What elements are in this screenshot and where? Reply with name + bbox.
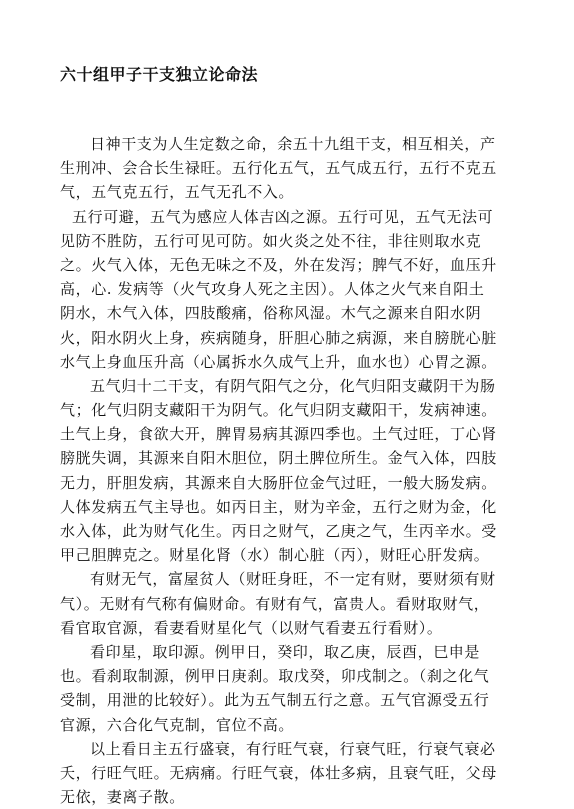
text-line: 看印星，取印源。例甲日，癸印，取乙庚，辰酉，巳申是 (90, 642, 481, 661)
text-line: 见防不胜防，五行可见可防。如火炎之处不往，非往则取水克 (60, 231, 482, 250)
text-line: 生刑冲、会合长生禄旺。五行化五气，五气成五行，五行不克五 (60, 159, 497, 178)
text-line: 膀胱失调，其源来自阳木胆位，阴土脾位所生。金气入体，四肢 (60, 449, 497, 468)
text-line: 阴水，木气入体，四肢酸痛，俗称风湿。木气之源来自阳水阴 (60, 304, 482, 323)
text-line: 气，五气克五行，五气无孔不入。 (60, 183, 295, 202)
text-line: 气；化气归阴支藏阳干为阴气。化气归阴支藏阳干，发病神速。 (60, 401, 497, 420)
text-line: 五气归十二干支，有阴气阳气之分，化气归阳支藏阴干为肠 (90, 376, 496, 395)
text-line: 夭，行旺气旺。无病痛。行旺气衰，体壮多病，且衰气旺，父母 (60, 763, 497, 782)
text-line: 人体发病五气主导也。如丙日主，财为辛金，五行之财为金，化 (60, 497, 497, 516)
text-line: 日神干支为人生定数之命，余五十九组干支，相互相关，产 (90, 135, 496, 153)
text-line: 土气上身，食欲大开，脾胃易病其源四季也。土气过旺，丁心肾 (60, 425, 497, 444)
text-line: 官源，六合化气克制，官位不高。 (60, 715, 295, 734)
text-line: 无力，肝胆发病，其源来自大肠肝位金气过旺，一般大肠发病。 (60, 473, 497, 492)
text-line: 水入体，此为财气化生。丙日之财气，乙庚之气，生丙辛水。受 (60, 522, 497, 540)
text-line: 水气上身血压升高（心属拆水久成气上升，血水也）心胃之源。 (60, 352, 497, 371)
text-line: 无依，妻离子散。 (60, 788, 185, 807)
text-line: 甲己胆脾克之。财星化肾（水）制心脏（丙），财旺心肝发病。 (60, 546, 490, 565)
text-line: 也。看刹取制源，例甲日庚刹。取戊癸，卯戌制之。（刹之化气 (60, 667, 490, 686)
text-line: 之。火气入体，无色无味之不及，外在发泻；脾气不好，血压升 (60, 255, 497, 274)
text-line: 火，阳水阴火上身，疾病随身，肝胆心肺之病源，来自膀胱心脏 (60, 328, 497, 347)
text-line: 高，心. 发病等（火气攻身人死之主因）。人体之火气来自阳土 (60, 280, 485, 299)
text-line: 有财无气，富屋贫人（财旺身旺，不一定有财，要财须有财 (90, 570, 496, 589)
text-line: 看官取官源，看妻看财星化气（以财气看妻五行看财）。 (60, 618, 443, 637)
text-line: 以上看日主五行盛衰，有行旺气衰，行衰气旺，行衰气衰必 (90, 739, 496, 758)
text-line: 受制，用泄的比较好）。此为五气制五行之意。五气官源受五行 (60, 691, 490, 710)
document-body (60, 132, 526, 809)
text-line: 气）。无财有气称有偏财命。有财有气，富贵人。看财取财气， (60, 594, 490, 613)
document-title: 六十组甲子干支独立论命法 (60, 65, 259, 84)
text-line: 五行可避，五气为感应人体吉凶之源。五行可见，五气无法可 (72, 207, 494, 226)
